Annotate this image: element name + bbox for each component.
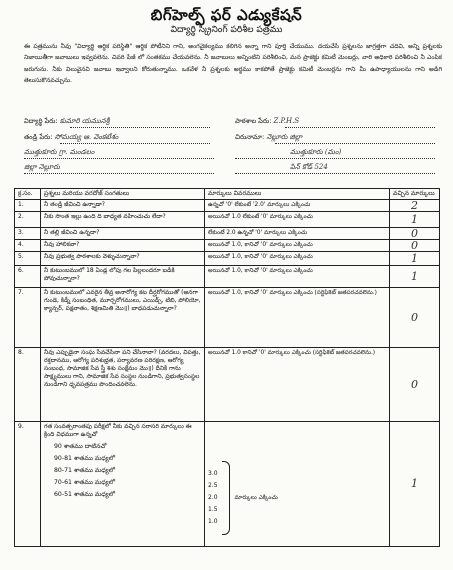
address-line3-left-rule [24,158,214,159]
instructions-paragraph: ఈ పత్రమును నీవు "విద్యార్థి ఆర్థిక పరిస్థితి" ఆర్థిక పోటీనిని గాని, అంగవైకల్యము కలిగిన అన్నా గాని పూర్తి చేయుము. దయచేసి ప్రశ్నలను జాగ్రత్తగా చదివి, అన్ని ప్రశ్నలకు నిజాయితీగా జవాబులు ఇవ్వవలెను. చివరి పేజీ లో సంతకము చేయవలెను. నీ జవాబులు అన్నింటిని పరిశీలించి, మన ప్రాజెక్టు కమిటీ మెంబర్లు, వారి అధికారి పరిశీలించి నీ ఎంపిక జరుగును. నీకు విలువైనవి జవాబు ఇవ్వాలని కోరుతున్నాము. ఒకవేళ నీ ప్రశ్నలకు అర్థము కాకపోతే ప్రాజెక్టు కమిటీ మెంబర్లను గాని మీ ఉపాధ్యాయులను గాని అడిగి తెలుసుకొనవచ్చును. [24,43,442,85]
father-name-label: తండ్రి పేరు [24,133,51,141]
row-marking-rule: అయినచో 1.0 లేకుంటే '0' మార్కులు ఎక్కించు [205,212,390,228]
row-marks: 0 [390,288,440,348]
table-row [15,228,440,240]
q9-score: 2.5 [208,482,218,489]
row-question: నీ తండ్రి జీవించి ఉన్నాడా? [41,200,205,212]
address-line3-right: ముత్తుకూరు (మం) [290,148,342,156]
q9-text: గత సంవత్సరాంతపు పరీక్షలో నీకు వచ్చిన సరాసరి మార్కులు ఈ క్రింది విధముగా ఉన్నచో [44,423,192,438]
row-marks: 2 [390,200,440,212]
table-row [15,212,440,228]
q9-range: 60-51 శాతము మధ్యలో [54,491,115,498]
q9-range: 90 శాతము దాటినచో [54,443,107,450]
header-marks-details: మార్కులు వివరములు [205,189,390,200]
table-row [15,288,440,348]
row-question: నీ కుటుంబములో ఎవరైన తీవ్ర అనారోగ్య కట దీర్ఘరోగముతో (అనగా గుండె, కిడ్నీ సంబంధిత, మూర్ఛరోగములు, ఎయిడ్స్, టిబి, పోలియో, క్యాన్సర్, పక్షవాతం, శిక్షణమితి మొ॥) బాధపడుచున్నారా? [41,288,205,348]
q9-range: 80-71 శాతము మధ్యలో [54,467,115,474]
address-line3-right-rule [235,158,435,159]
row-marks: 0 [390,228,440,240]
table-row [15,252,440,266]
school-name-value: Z.P.H.S [273,117,300,125]
school-name-field: పాఠశాల పేరు: Z.P.H.S [235,117,300,125]
form-title: బిగ్‌హెల్ప్ ఫర్ ఎడ్యుకేషన్ [150,6,303,24]
row-marks: 1 [390,212,440,228]
father-name-field: తండ్రి పేరు: సోమయ్య ఆ. వెంకటేశం [24,133,119,141]
row-question: నీవు హాలికవా? [41,240,205,252]
row-marking-rule [205,422,390,547]
q9-range: 90-81 శాతము మధ్యలో [54,455,115,462]
address-field: చిరునామా: నెల్లూరు జిల్లా [235,133,303,141]
screening-table [14,188,440,547]
table-header-row [15,189,440,200]
school-name-label: పాఠశాల పేరు [235,117,270,125]
table-row [15,422,440,547]
student-name-field: విద్యార్థి పేరు: కుమారి యమునశ్రీ [24,117,110,125]
row-number: 1. [15,200,41,212]
address-line4-left: జిల్లా నెల్లూరు [24,163,60,171]
student-name-value: కుమారి యమునశ్రీ [59,117,110,125]
table-row [15,266,440,288]
school-name-line [285,127,435,128]
father-name-value: సోమయ్య ఆ. వెంకటేశం [54,133,119,141]
q9-marking-rule: మార్కులు ఎక్కించు [234,495,278,501]
row-number: 7. [15,288,41,348]
row-number: 3. [15,228,41,240]
table-row [15,348,440,422]
address-value: నెల్లూరు జిల్లా [266,133,303,141]
row-marking-rule: అయినచో 1.0, కానిచో '0' మార్కులు ఎక్కించు [205,240,390,252]
address-line4-right: పిన్ కోడ్ 524 [290,163,328,171]
row-number: 5. [15,252,41,266]
right-brace-icon [222,461,230,535]
q9-score-list [208,468,218,528]
address-line [275,143,435,144]
q9-score: 2.0 [208,494,218,501]
row-marking-rule: అయినచో 1.0 కానిచో '0' మార్కులు ఎక్కించు (సర్టిఫికెట్ జతపరచవలెను.) [205,348,390,422]
row-number: 4. [15,240,41,252]
address-line4-right-rule [235,173,435,174]
row-marks: 0 [390,348,440,422]
row-marks: 1 [390,422,440,547]
row-question: నీ తల్లి జీవించి ఉన్నదా? [41,228,205,240]
father-name-line [60,143,210,144]
row-number: 9. [15,422,41,547]
q9-score: 1.0 [208,518,218,525]
table-row [15,200,440,212]
row-question: నీవు ఎప్పుడైనా సంఘ సేవచేసినా పని చేసినావా? (వరదలు, విపత్తు, రక్తదానము, ఆరోగ్య పరిశుభ్రత, పర్యావరణ పరిరక్షణ, ఆరోగ్య సంబంధ, సామాజిక సేవ స్త్రీ శిశు సంక్షేమం మొ॥) దీనికి గాను సాక్ష్యములు గాని, సామాజిక సేవ సంస్థల నుండిగాని, ప్రభుత్వసంస్థల నుండిగాని ధృవపత్రము పొందించవలెను. [41,348,205,422]
table-row [15,240,440,252]
row-question: నీ కుటుంబములో 18 ఏండ్ల లోపు గల పిల్లలందరూ బడికి పోవుచున్నారా? [41,266,205,288]
student-name-line [70,127,210,128]
row-marks: 0 [390,240,440,252]
row-marking-rule: అయినచో 1.0, కానిచో '0' మార్కులు ఎక్కించు [205,266,390,288]
header-marks-obtained: వచ్చిన మార్కులు [390,189,440,200]
q9-range-list [54,441,201,501]
q9-score: 1.5 [208,506,218,513]
q9-score-scale [208,461,386,535]
row-question: నీకు సొంత ఇల్లు ఉంది ది బాధ్యత వహించుచు లేదా? [41,212,205,228]
header-serial: క్ర.సం. [15,189,41,200]
header-questions: ప్రశ్నలు మరియు వరదోజ్ సంగతులు [41,189,205,200]
student-name-label: విద్యార్థి పేరు [24,117,56,125]
row-question: నీవు ప్రభుత్వ పాఠశాలకు వెళ్ళుచున్నావా? [41,252,205,266]
row-marking-rule: అయినచో 1.0, కానిచో '0' మార్కులు ఎక్కించు [205,252,390,266]
address-line3-left: ముత్తుకూరు గ్రా. మండలం [24,148,95,156]
row-marks: 1 [390,252,440,266]
address-label: చిరునామా [235,133,262,141]
row-marking-rule: అయినచో 1.0, కానిచో '0' మార్కులు ఎక్కించు (సర్టిఫికెట్ జతపరచవలెను.) [205,288,390,348]
q9-range: 70-61 శాతము మధ్యలో [54,479,115,486]
row-number: 8. [15,348,41,422]
row-marking-rule: లేకుంటే 2.0 ఉన్నచో '0' మార్కులు ఎక్కించు [205,228,390,240]
row-number: 2. [15,212,41,228]
form-subtitle: విద్యార్థి స్క్రీనింగ్ పరిశీల పత్రము [170,25,283,35]
row-marks: 1 [390,266,440,288]
row-marking-rule: ఉన్నచో '0' లేకుంటే '2.0' మార్కులు ఎక్కించు [205,200,390,212]
row-question [41,422,205,547]
q9-score: 3.0 [208,470,218,477]
row-number: 6. [15,266,41,288]
address-line4-left-rule [24,173,214,174]
